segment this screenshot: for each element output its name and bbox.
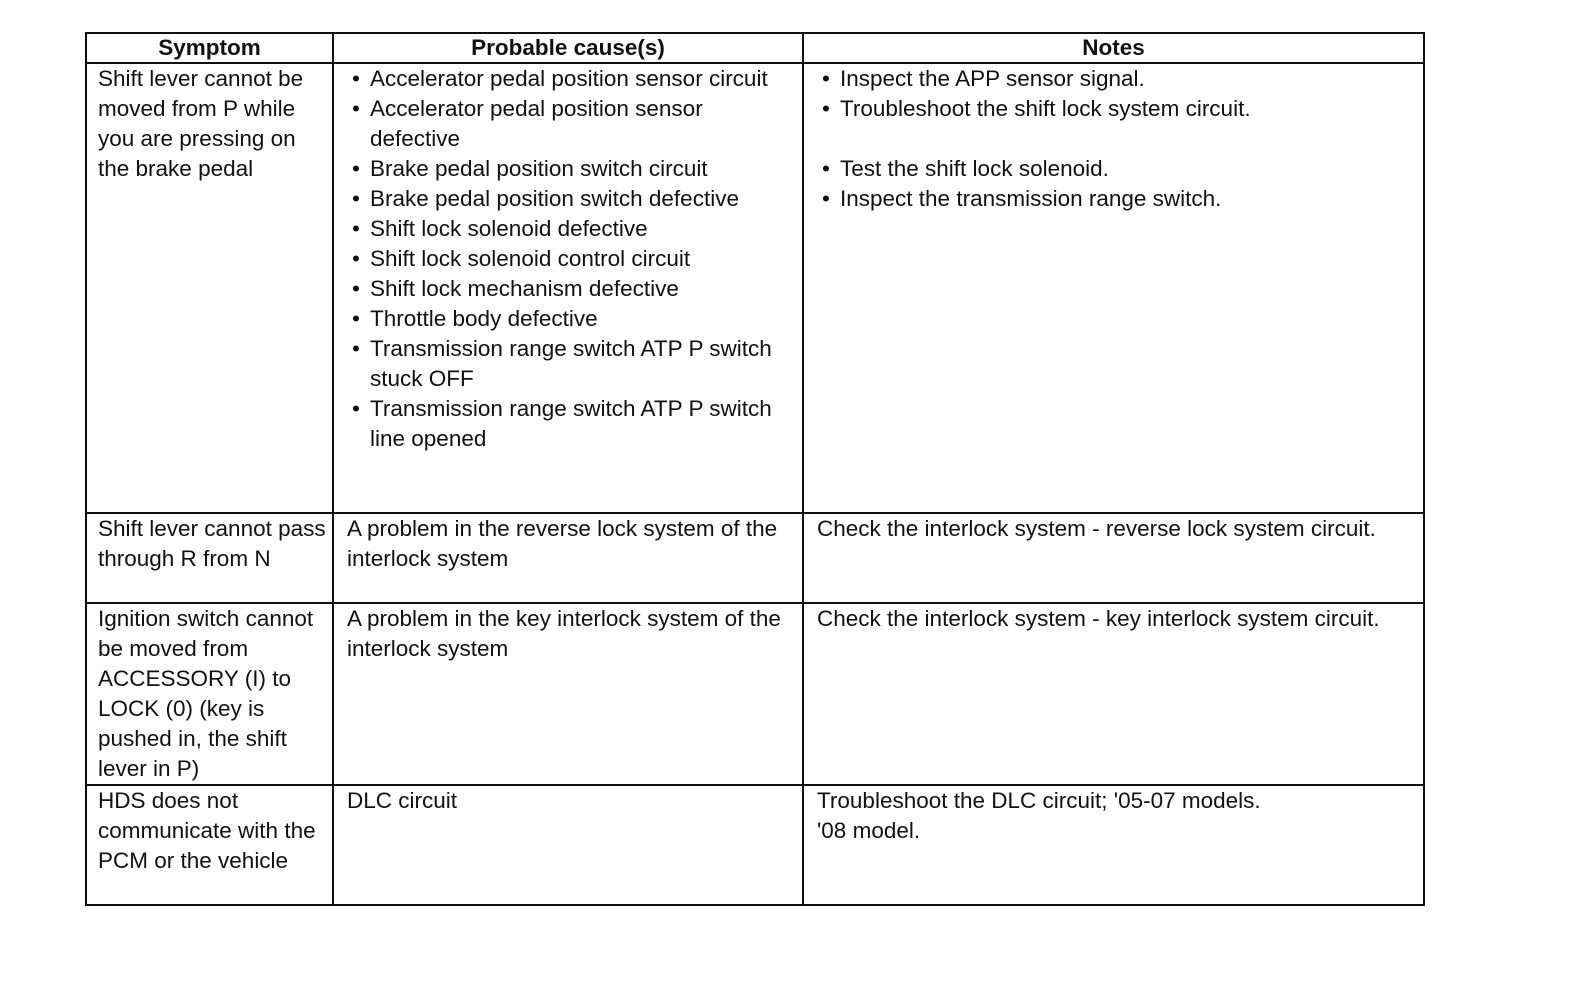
causes-cell bbox=[333, 63, 803, 513]
causes-cell: A problem in the reverse lock system of the interlock system bbox=[333, 513, 803, 603]
list-item: • Shift lock solenoid defective bbox=[347, 214, 794, 244]
list-item: • Inspect the APP sensor signal. bbox=[817, 64, 1415, 94]
notes-cell bbox=[803, 785, 1424, 905]
symptom-cell: Ignition switch cannot be moved from ACCESSORY (I) to LOCK (0) (key is pushed in, the shift lever in P) bbox=[86, 603, 333, 785]
list-item: • Transmission range switch ATP P switch line opened bbox=[347, 394, 794, 454]
notes-cell bbox=[803, 63, 1424, 513]
causes-cell: DLC circuit bbox=[333, 785, 803, 905]
table-row bbox=[86, 513, 1424, 603]
list-item: • Test the shift lock solenoid. bbox=[817, 154, 1415, 184]
table-row bbox=[86, 63, 1424, 513]
header-probable-causes: Probable cause(s) bbox=[333, 33, 803, 63]
note-line: Troubleshoot the DLC circuit; '05-07 models. bbox=[817, 788, 1261, 813]
notes-cell: Check the interlock system - key interlock system circuit. bbox=[803, 603, 1424, 785]
header-symptom: Symptom bbox=[86, 33, 333, 63]
notes-list bbox=[817, 64, 1415, 214]
table-row bbox=[86, 785, 1424, 905]
list-item: • Troubleshoot the shift lock system circuit. bbox=[817, 94, 1415, 124]
causes-cell: A problem in the key interlock system of the interlock system bbox=[333, 603, 803, 785]
header-notes: Notes bbox=[803, 33, 1424, 63]
symptom-cell: Shift lever cannot pass through R from N bbox=[86, 513, 333, 603]
list-item: • Transmission range switch ATP P switch stuck OFF bbox=[347, 334, 794, 394]
list-item: • Inspect the transmission range switch. bbox=[817, 184, 1415, 214]
list-item: • Throttle body defective bbox=[347, 304, 794, 334]
table-header-row bbox=[86, 33, 1424, 63]
notes-cell: Check the interlock system - reverse lock system circuit. bbox=[803, 513, 1424, 603]
causes-list bbox=[347, 64, 794, 454]
note-line: '08 model. bbox=[817, 818, 921, 843]
symptom-cell: HDS does not communicate with the PCM or the vehicle bbox=[86, 785, 333, 905]
list-item: • Shift lock mechanism defective bbox=[347, 274, 794, 304]
symptom-cell: Shift lever cannot be moved from P while you are pressing on the brake pedal bbox=[86, 63, 333, 513]
table-row bbox=[86, 603, 1424, 785]
list-item: • Accelerator pedal position sensor circuit bbox=[347, 64, 794, 94]
list-item: • Brake pedal position switch circuit bbox=[347, 154, 794, 184]
list-item: • Shift lock solenoid control circuit bbox=[347, 244, 794, 274]
troubleshooting-table bbox=[85, 32, 1425, 906]
list-item: • Accelerator pedal position sensor defective bbox=[347, 94, 794, 154]
list-item: • Brake pedal position switch defective bbox=[347, 184, 794, 214]
